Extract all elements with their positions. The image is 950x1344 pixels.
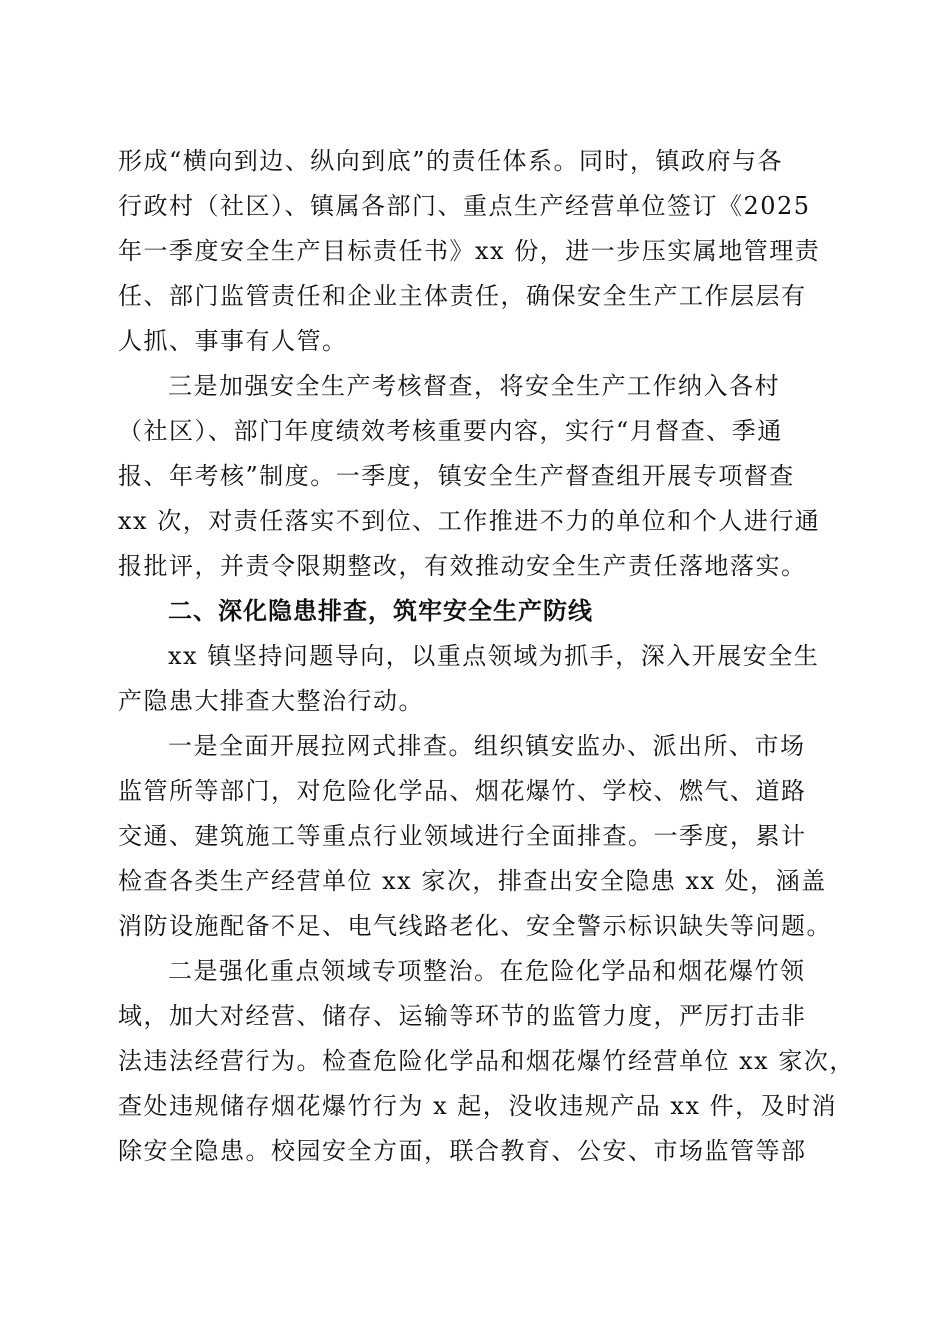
text-line: 人抓、事事有人管。: [118, 327, 348, 355]
text-line: （社区）、部门年度绩效考核重要内容，实行“月督查、季通: [118, 417, 783, 445]
text-line: xx 镇坚持问题导向，以重点领域为抓手，深入开展安全生: [168, 642, 820, 670]
text-line: 查处违规储存烟花爆竹行为 x 起，没收违规产品 xx 件，及时消: [118, 1092, 838, 1120]
paragraph-special-rectification: [118, 949, 855, 1174]
text-line: 任、部门监管责任和企业主体责任，确保安全生产工作层层有: [118, 282, 807, 310]
text-line: 一是全面开展拉网式排查。组织镇安监办、派出所、市场: [168, 732, 806, 760]
paragraph-comprehensive-inspection: [118, 724, 834, 949]
section-heading: [118, 589, 834, 634]
text-line: 交通、建筑施工等重点行业领域进行全面排查。一季度，累计: [118, 822, 807, 850]
text-line: 三是加强安全生产考核督查，将安全生产工作纳入各村: [168, 372, 780, 400]
paragraph-responsibility-system: [118, 139, 834, 364]
text-line: 行政村（社区）、镇属各部门、重点生产经营单位签订《2025: [118, 192, 811, 220]
text-line: 除安全隐患。校园安全方面，联合教育、公安、市场监管等部: [118, 1137, 807, 1165]
text-line: xx 次，对责任落实不到位、工作推进不力的单位和个人进行通: [118, 507, 821, 535]
text-line: 二是强化重点领域专项整治。在危险化学品和烟花爆竹领: [168, 957, 806, 985]
text-line: 法违法经营行为。检查危险化学品和烟花爆竹经营单位 xx 家次，: [118, 1047, 855, 1075]
text-line: 报、年考核”制度。一季度，镇安全生产督查组开展专项督查: [118, 462, 795, 490]
heading-hazard-inspection: 二、深化隐患排查，筑牢安全生产防线: [168, 597, 593, 625]
text-line: 监管所等部门，对危险化学品、烟花爆竹、学校、燃气、道路: [118, 777, 807, 805]
text-line: 消防设施配备不足、电气线路老化、安全警示标识缺失等问题。: [118, 912, 832, 940]
paragraph-intro: [118, 634, 834, 724]
text-line: 年一季度安全生产目标责任书》xx 份，进一步压实属地管理责: [118, 237, 821, 265]
paragraph-assessment-supervision: [118, 364, 834, 589]
text-line: 产隐患大排查大整治行动。: [118, 687, 424, 715]
text-line: 形成“横向到边、纵向到底”的责任体系。同时，镇政府与各: [118, 147, 784, 175]
text-line: 检查各类生产经营单位 xx 家次，排查出安全隐患 xx 处，涵盖: [118, 867, 827, 895]
text-line: 域，加大对经营、储存、运输等环节的监管力度，严厉打击非: [118, 1002, 807, 1030]
text-line: 报批评，并责令限期整改，有效推动安全生产责任落地落实。: [118, 552, 807, 580]
